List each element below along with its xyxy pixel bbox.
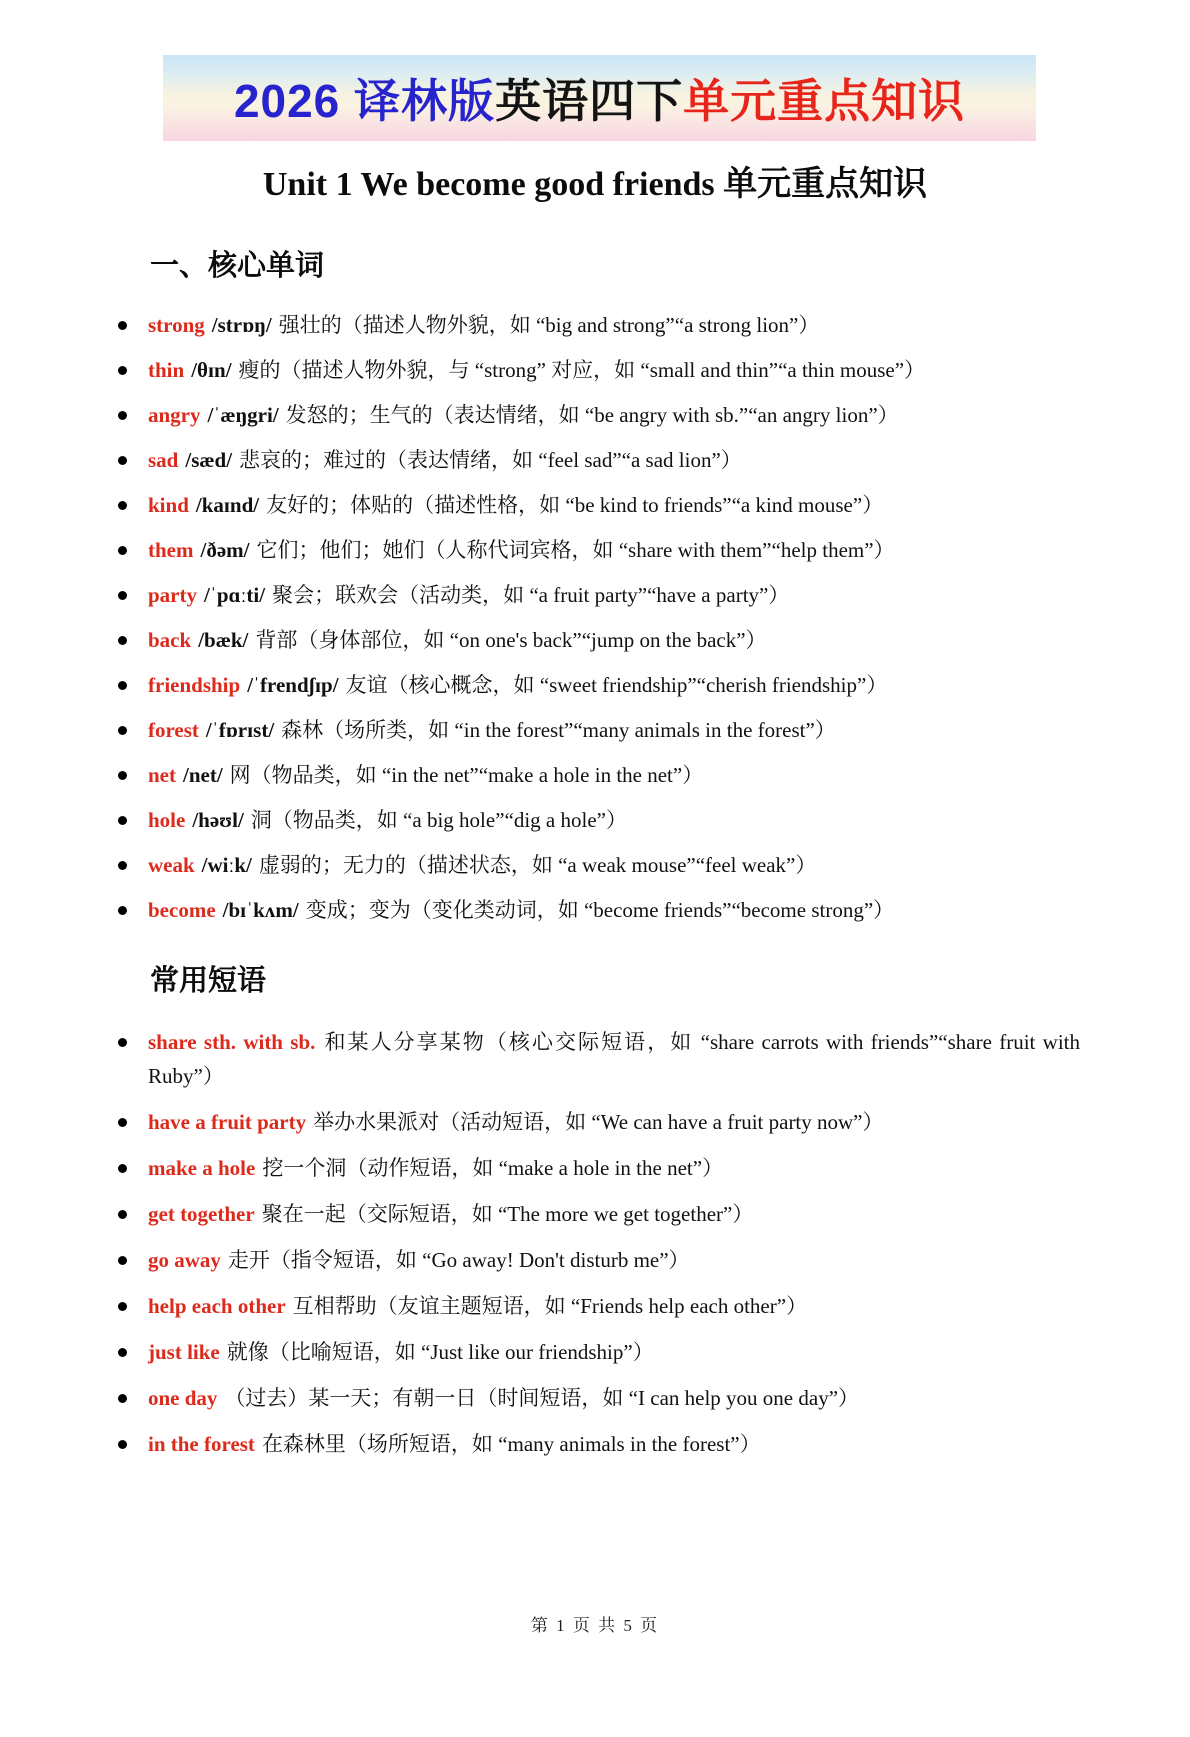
phrase-list-item — [148, 1381, 1080, 1415]
banner-topic: 单元重点知识 — [683, 75, 966, 127]
phrase-list-item — [148, 1197, 1080, 1231]
bullet-icon — [118, 1302, 127, 1311]
word-description: 友好的；体贴的（描述性格，如 “be kind to friends”“a kind mouse”） — [266, 493, 884, 517]
bullet-icon — [118, 1164, 127, 1173]
word-description: 悲哀的；难过的（表达情绪，如 “feel sad”“a sad lion”） — [239, 448, 742, 472]
phrase-list-item — [148, 1289, 1080, 1323]
word-list-item — [148, 715, 1080, 746]
phrase-list-item — [148, 1025, 1080, 1093]
word-description: 友谊（核心概念，如 “sweet friendship”“cherish friendship”） — [345, 673, 888, 697]
bullet-icon — [118, 321, 127, 330]
word-list-item — [148, 670, 1080, 701]
phrase-description: 挖一个洞（动作短语，如 “make a hole in the net”） — [262, 1156, 724, 1180]
word-term: forest — [148, 718, 199, 742]
bullet-icon — [118, 411, 127, 420]
bullet-icon — [118, 1348, 127, 1357]
phrase-list-item — [148, 1105, 1080, 1139]
bullet-icon — [118, 546, 127, 555]
word-phonetic: /kaɪnd/ — [195, 493, 260, 517]
phrase-description: 举办水果派对（活动短语，如 “We can have a fruit party now”） — [313, 1110, 884, 1134]
word-list-item — [148, 760, 1080, 791]
phrase-list-item — [148, 1335, 1080, 1369]
word-term: become — [148, 898, 216, 922]
word-description: 背部（身体部位，如 “on one's back”“jump on the back”） — [255, 628, 767, 652]
bullet-icon — [118, 771, 127, 780]
word-term: net — [148, 763, 176, 787]
word-list-item — [148, 535, 1080, 566]
word-list-item — [148, 850, 1080, 881]
word-list-item — [148, 895, 1080, 926]
word-phonetic: /net/ — [183, 763, 223, 787]
phrase-list-item — [148, 1427, 1080, 1461]
phrase-list-item — [148, 1151, 1080, 1185]
phrase-description: 就像（比喻短语，如 “Just like our friendship”） — [226, 1340, 654, 1364]
word-description: 它们；他们；她们（人称代词宾格，如 “share with them”“help them”） — [256, 538, 895, 562]
phrase-description: 互相帮助（友谊主题短语，如 “Friends help each other”） — [292, 1294, 808, 1318]
word-term: kind — [148, 493, 189, 517]
phrase-description: 和某人分享某物（核心交际短语，如 “share carrots with friends”“share fruit with Ruby”） — [148, 1030, 1080, 1088]
word-term: back — [148, 628, 192, 652]
phrase-term: just like — [148, 1340, 220, 1364]
phrase-term: help each other — [148, 1294, 286, 1318]
word-description: 森林（场所类，如 “in the forest”“many animals in the forest”） — [281, 718, 836, 742]
common-phrase-list — [118, 1025, 1080, 1461]
phrase-description: 聚在一起（交际短语，如 “The more we get together”） — [261, 1202, 754, 1226]
word-phonetic: /wiːk/ — [201, 853, 252, 877]
phrase-list-item — [148, 1243, 1080, 1277]
word-term: strong — [148, 313, 205, 337]
word-term: thin — [148, 358, 185, 382]
word-phonetic: /ˈæŋgri/ — [207, 403, 279, 427]
bullet-icon — [118, 1118, 127, 1127]
word-phonetic: /bɪˈkʌm/ — [222, 898, 299, 922]
word-description: 聚会；联欢会（活动类，如 “a fruit party”“have a party”） — [272, 583, 790, 607]
bullet-icon — [118, 366, 127, 375]
section-heading-core-words: 一、核心单词 — [150, 250, 325, 282]
word-phonetic: /ˈfrendʃɪp/ — [247, 673, 339, 697]
word-term: party — [148, 583, 197, 607]
word-list-item — [148, 445, 1080, 476]
word-list-item — [148, 625, 1080, 656]
word-description: 虚弱的；无力的（描述状态，如 “a weak mouse”“feel weak”） — [258, 853, 817, 877]
word-description: 发怒的；生气的（表达情绪，如 “be angry with sb.”“an angry lion”） — [285, 403, 899, 427]
phrase-description: 走开（指令短语，如 “Go away! Don't disturb me”） — [227, 1248, 690, 1272]
word-term: them — [148, 538, 194, 562]
bullet-icon — [118, 1440, 127, 1449]
bullet-icon — [118, 681, 127, 690]
word-description: 网（物品类，如 “in the net”“make a hole in the net”） — [229, 763, 704, 787]
core-word-list — [118, 310, 1080, 926]
phrase-term: in the forest — [148, 1432, 255, 1456]
phrase-term: get together — [148, 1202, 255, 1226]
section-heading-common-phrases: 常用短语 — [150, 965, 267, 997]
bullet-icon — [118, 816, 127, 825]
bullet-icon — [118, 861, 127, 870]
phrase-term: share sth. with sb. — [148, 1030, 316, 1054]
word-phonetic: /strɒŋ/ — [211, 313, 272, 337]
word-list-item — [148, 490, 1080, 521]
bullet-icon — [118, 501, 127, 510]
word-phonetic: /ˈfɒrɪst/ — [205, 718, 275, 742]
phrase-term: go away — [148, 1248, 221, 1272]
banner-book: 英语四下 — [495, 75, 684, 127]
bullet-icon — [118, 1210, 127, 1219]
word-term: angry — [148, 403, 201, 427]
word-description: 洞（物品类，如 “a big hole”“dig a hole”） — [250, 808, 627, 832]
bullet-icon — [118, 591, 127, 600]
page-title: Unit 1 We become good friends 单元重点知识 — [262, 166, 928, 203]
word-list-item — [148, 355, 1080, 386]
document-body — [0, 243, 1190, 1461]
bullet-icon — [118, 636, 127, 645]
bullet-icon — [118, 1394, 127, 1403]
word-phonetic: /həʊl/ — [192, 808, 244, 832]
phrase-description: （过去）某一天；有朝一日（时间短语，如 “I can help you one day”） — [224, 1386, 860, 1410]
word-phonetic: /sæd/ — [185, 448, 233, 472]
header-banner — [163, 55, 1036, 141]
bullet-icon — [118, 456, 127, 465]
word-term: weak — [148, 853, 195, 877]
page-number-indicator: 第 1 页 共 5 页 — [530, 1616, 660, 1635]
phrase-term: make a hole — [148, 1156, 256, 1180]
bullet-icon — [118, 1038, 127, 1047]
word-list-item — [148, 805, 1080, 836]
word-term: sad — [148, 448, 179, 472]
bullet-icon — [118, 726, 127, 735]
word-description: 强壮的（描述人物外貌，如 “big and strong”“a strong lion”） — [278, 313, 820, 337]
bullet-icon — [118, 1256, 127, 1265]
word-description: 瘦的（描述人物外貌，与 “strong” 对应，如 “small and thin”“a thin mouse”） — [238, 358, 926, 382]
word-phonetic: /bæk/ — [198, 628, 249, 652]
word-term: friendship — [148, 673, 241, 697]
word-list-item — [148, 400, 1080, 431]
word-description: 变成；变为（变化类动词，如 “become friends”“become strong”） — [305, 898, 895, 922]
word-list-item — [148, 580, 1080, 611]
bullet-icon — [118, 906, 127, 915]
phrase-term: one day — [148, 1386, 218, 1410]
word-list-item — [148, 310, 1080, 341]
word-phonetic: /θɪn/ — [191, 358, 232, 382]
phrase-term: have a fruit party — [148, 1110, 307, 1134]
word-phonetic: /ˈpɑːti/ — [204, 583, 266, 607]
phrase-description: 在森林里（场所短语，如 “many animals in the forest”） — [261, 1432, 761, 1456]
word-term: hole — [148, 808, 186, 832]
word-phonetic: /ðəm/ — [200, 538, 250, 562]
banner-year-publisher: 2026 译林版 — [233, 75, 496, 127]
